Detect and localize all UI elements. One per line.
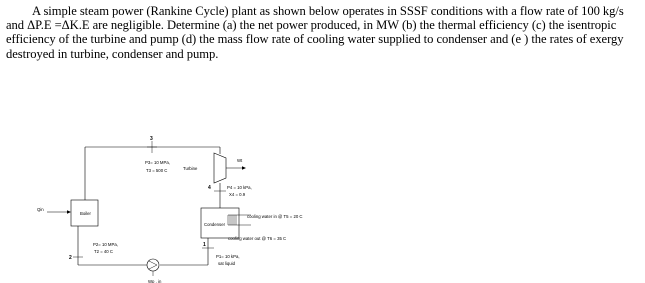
pump-work-label: Wp , in [148,279,162,283]
state2-temperature: T2 = 40 C [94,249,113,254]
pump [147,259,159,271]
state3-temperature: T3 = 500 C [146,168,168,173]
problem-statement: A simple steam power (Rankine Cycle) plant as shown below operates in SSSF conditions with a flow rate of 100 kg/s and ΔP.E =ΔK.E are negligible. Determine (a) the net power produced, in MW (b) the thermal efficiency (c) the isentropic efficiency of the turbine and pump (d) the mass flow rate of cooling water supplied to condenser and (e ) the rates of exergy destroyed in turbine, condenser and pump. [6,4,624,61]
boiler-label: Boiler [80,211,91,216]
state1-number: 1 [203,242,206,248]
condenser-label: Condenser [204,222,226,227]
cooling-water-out-label: cooling water out @ T6 = 35 C [228,236,287,241]
turbine-work-arrowhead [242,166,246,169]
state2-number: 2 [69,255,72,261]
heat-input-arrowhead [67,210,71,213]
heat-input-label: Qin [37,207,44,212]
state2-pressure: P2= 10 MPa, [93,242,118,247]
turbine [214,153,226,183]
turbine-label: Turbine [183,166,198,171]
cooling-water-in-label: cooling water in @ T5 = 20 C [247,214,303,219]
turbine-work-label: Wt [237,158,243,163]
state4-quality: X4 = 0.9 [229,192,246,197]
state3-number: 3 [150,136,153,142]
state3-pressure: P3= 10 MPa, [145,160,170,165]
state1-pressure: P1= 10 kPa, [216,254,240,259]
state1-condition: sat liquid [218,261,235,266]
state4-number: 4 [208,185,211,191]
state4-pressure: P4 = 10 kPa, [227,185,252,190]
